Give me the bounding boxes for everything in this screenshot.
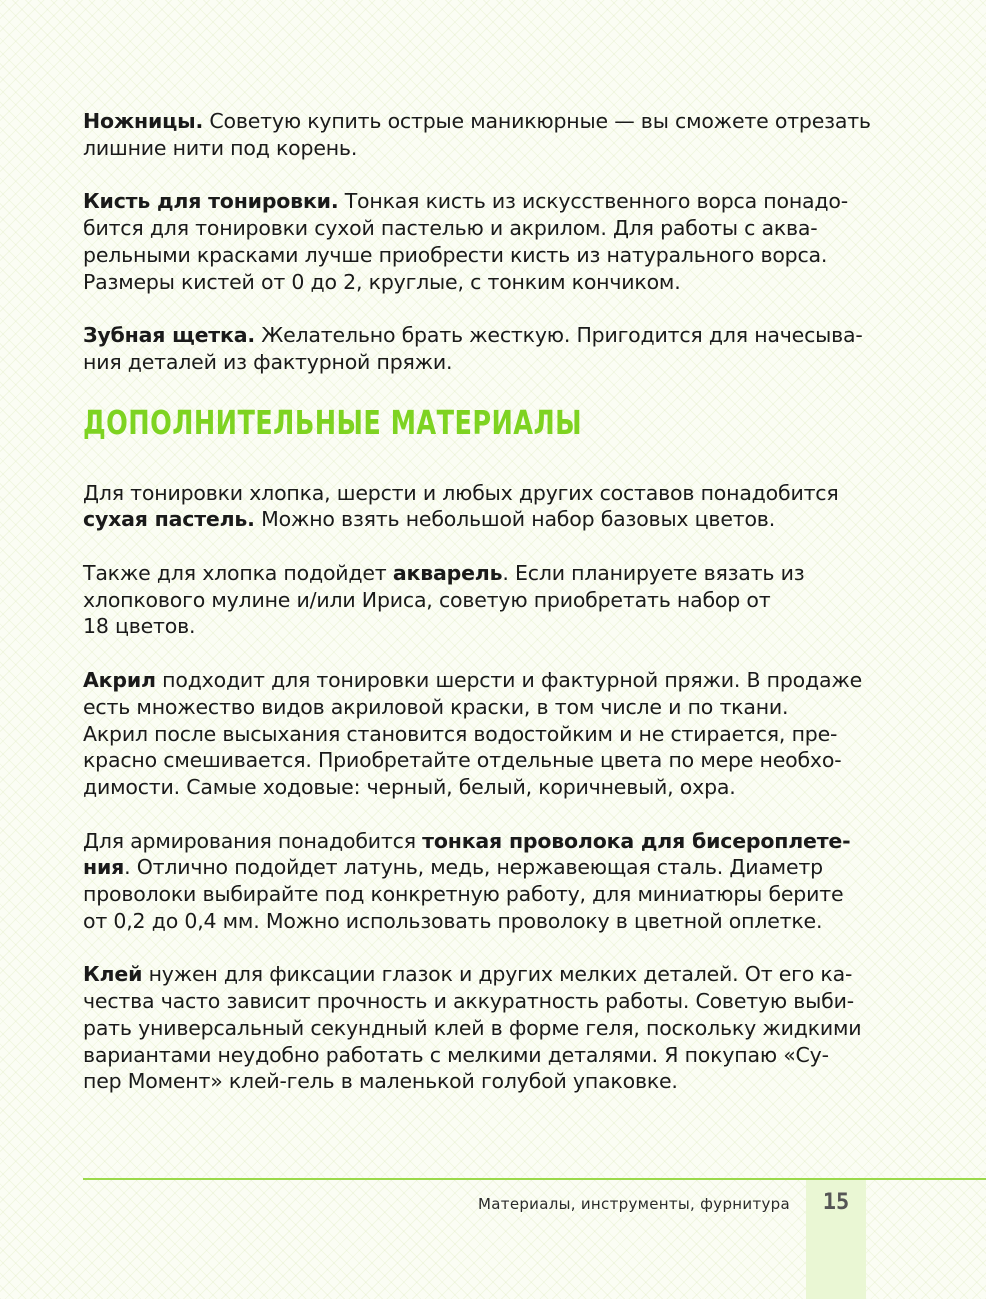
text-run: Желательно брать жесткую. Пригодится для начесыва- bbox=[254, 323, 863, 348]
text-line bbox=[83, 322, 883, 349]
text-line bbox=[83, 242, 883, 269]
text-run: Размеры кистей от 0 до 2, круглые, с тонким кончиком. bbox=[83, 269, 681, 294]
paragraph bbox=[83, 828, 883, 935]
text-line bbox=[83, 1042, 883, 1069]
text-line bbox=[83, 480, 883, 507]
text-run: нужен для фиксации глазок и других мелких деталей. От его ка- bbox=[142, 962, 853, 987]
text-line bbox=[83, 349, 883, 376]
text-run: подходит для тонировки шерсти и фактурной пряжи. В продаже bbox=[155, 668, 863, 693]
text-run: Тонкая кисть из искусственного ворса понадо- bbox=[338, 189, 848, 214]
text-line bbox=[83, 613, 883, 640]
bold-term: Клей bbox=[83, 962, 143, 987]
text-run: рельными красками лучше приобрести кисть из натурального ворса. bbox=[83, 242, 828, 267]
paragraph bbox=[83, 108, 883, 161]
text-line bbox=[83, 1015, 883, 1042]
paragraph bbox=[83, 188, 883, 295]
text-line bbox=[83, 188, 883, 215]
text-run: пер Момент» клей-гель в маленькой голубой упаковке. bbox=[83, 1069, 678, 1094]
text-line bbox=[83, 135, 883, 162]
text-line bbox=[83, 269, 883, 296]
footer-section-title: Материалы, инструменты, фурнитура bbox=[478, 1195, 790, 1213]
text-line bbox=[83, 747, 883, 774]
text-run: бится для тонировки сухой пастелью и акрилом. Для работы с аква- bbox=[83, 216, 818, 241]
bold-term: сухая пастель. bbox=[83, 507, 255, 532]
text-line bbox=[83, 1068, 883, 1095]
text-run: Для армирования понадобится bbox=[83, 828, 423, 853]
text-run: . Отлично подойдет латунь, медь, нержавеющая сталь. Диаметр bbox=[124, 855, 823, 880]
text-line bbox=[83, 774, 883, 801]
text-run: от 0,2 до 0,4 мм. Можно использовать проволоку в цветной оплетке. bbox=[83, 908, 823, 933]
text-line bbox=[83, 961, 883, 988]
text-run: Советую купить острые маникюрные — вы сможете отрезать bbox=[203, 109, 871, 133]
paragraph bbox=[83, 961, 883, 1095]
text-run: . Если планируете вязать из bbox=[502, 561, 805, 586]
bold-term: акварель bbox=[392, 561, 503, 586]
text-line bbox=[83, 881, 883, 908]
bottom-paragraphs bbox=[83, 480, 883, 1095]
text-run: Можно взять небольшой набор базовых цветов. bbox=[254, 507, 776, 532]
bold-term: Зубная щетка. bbox=[83, 323, 255, 348]
bold-term: Кисть для тонировки. bbox=[83, 189, 339, 214]
page-content bbox=[83, 108, 883, 1122]
text-run: Акрил после высыхания становится водостойким и не стирается, пре- bbox=[83, 721, 838, 746]
text-run: хлопкового мулине и/или Ириса, советую приобретать набор от bbox=[83, 587, 771, 612]
text-run: чества часто зависит прочность и аккуратность работы. Советую выби- bbox=[83, 989, 854, 1014]
text-run: ния деталей из фактурной пряжи. bbox=[83, 349, 453, 374]
top-paragraphs bbox=[83, 108, 883, 376]
text-line bbox=[83, 828, 883, 855]
text-line bbox=[83, 587, 883, 614]
text-line bbox=[83, 854, 883, 881]
text-run: проволоки выбирайте под конкретную работу, для миниатюры берите bbox=[83, 882, 844, 907]
text-run: красно смешивается. Приобретайте отдельные цвета по мере необхо- bbox=[83, 748, 842, 773]
section-heading: ДОПОЛНИТЕЛЬНЫЕ МАТЕРИАЛЫ bbox=[83, 402, 582, 442]
page-number-tab bbox=[806, 1180, 866, 1299]
text-line bbox=[83, 721, 883, 748]
text-line bbox=[83, 694, 883, 721]
paragraph bbox=[83, 322, 883, 375]
text-run: вариантами неудобно работать с мелкими деталями. Я покупаю «Су- bbox=[83, 1042, 829, 1067]
text-run: рать универсальный секундный клей в форме геля, поскольку жидкими bbox=[83, 1015, 862, 1040]
text-line bbox=[83, 108, 883, 135]
bold-term: ния bbox=[83, 855, 125, 880]
text-run: димости. Самые ходовые: черный, белый, коричневый, охра. bbox=[83, 774, 736, 799]
text-line bbox=[83, 560, 883, 587]
paragraph bbox=[83, 480, 883, 533]
bold-term: тонкая проволока для бисероплете- bbox=[422, 828, 851, 853]
paragraph bbox=[83, 560, 883, 640]
text-line bbox=[83, 667, 883, 694]
text-line bbox=[83, 506, 883, 533]
page-number: 15 bbox=[822, 1190, 850, 1215]
bold-term: Ножницы. bbox=[83, 109, 204, 133]
paragraph bbox=[83, 667, 883, 801]
text-run: Для тонировки хлопка, шерсти и любых других составов понадобится bbox=[83, 480, 839, 505]
text-line bbox=[83, 215, 883, 242]
text-line bbox=[83, 988, 883, 1015]
text-line bbox=[83, 908, 883, 935]
text-run: лишние нити под корень. bbox=[83, 135, 358, 160]
text-run: 18 цветов. bbox=[83, 614, 196, 639]
text-run: есть множество видов акриловой краски, в том числе и по ткани. bbox=[83, 694, 789, 719]
bold-term: Акрил bbox=[83, 668, 156, 693]
text-run: Также для хлопка подойдет bbox=[83, 561, 393, 586]
